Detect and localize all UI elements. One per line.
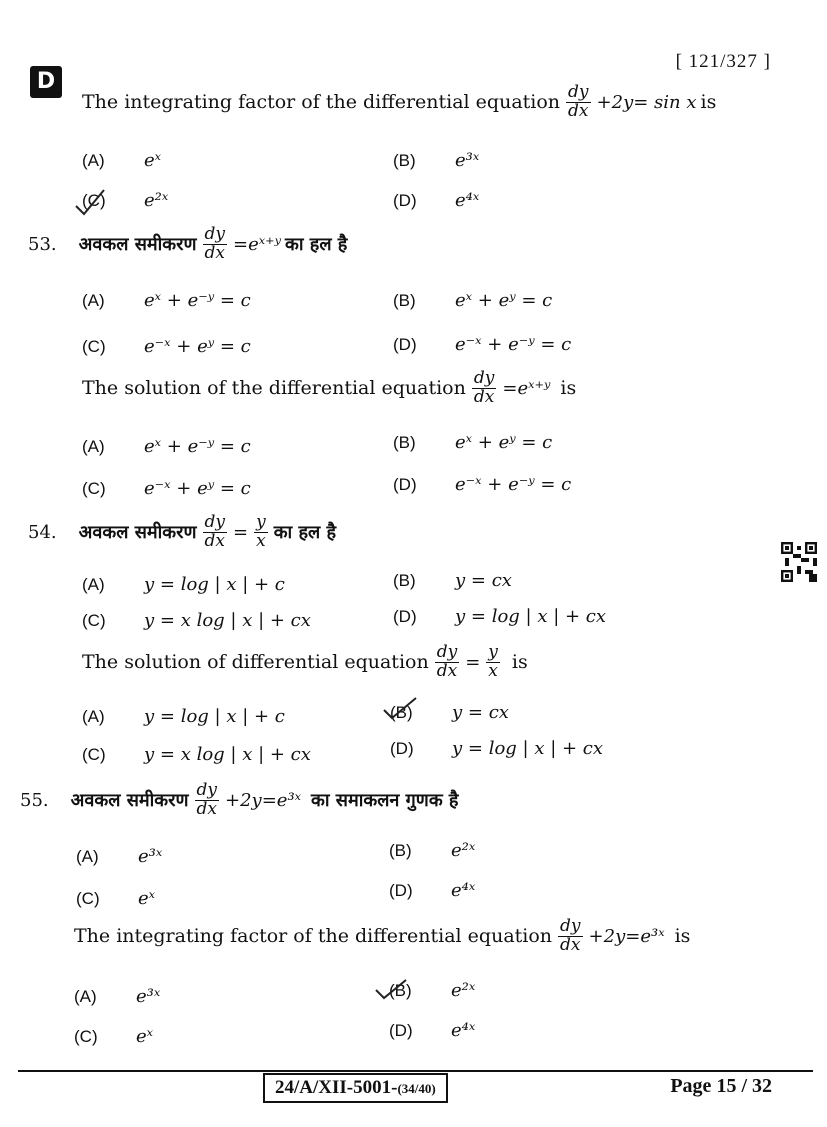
q54-hi-option-a[interactable]: (A) y = log | x | + c — [82, 574, 285, 595]
question-code: [ 121/327 ] — [675, 51, 771, 72]
q53-hi-question: 53. अवकल समीकरण $\frac{dy}{dx}$ =eˣ⁺ʸ का हल है — [28, 224, 348, 263]
q53-en-option-b[interactable]: (B) eˣ + eʸ = c — [393, 432, 553, 453]
q52-en-question: The integrating factor of the differential equation $\frac{dy}{dx}$ +2y= sin x is — [82, 82, 717, 121]
q54-en-option-a[interactable]: (A) y = log | x | + c — [82, 706, 285, 727]
q52-option-a[interactable]: (A) eˣ — [82, 150, 162, 171]
q53-en-option-d[interactable]: (D) e⁻ˣ + e⁻ʸ = c — [393, 474, 572, 495]
set-badge: D — [30, 66, 62, 98]
qr-code-icon — [781, 542, 817, 582]
q54-en-option-b[interactable]: (B) y = cx — [390, 702, 509, 723]
q53-hi-option-d[interactable]: (D) e⁻ˣ + e⁻ʸ = c — [393, 334, 572, 355]
q53-hi-option-a[interactable]: (A) eˣ + e⁻ʸ = c — [82, 290, 251, 311]
paper-code: 24/A/XII-5001-(34/40) — [263, 1073, 448, 1103]
q54-en-option-d[interactable]: (D) y = log | x | + cx — [390, 738, 604, 759]
q52-fraction: $\frac{dy}{dx}$ — [568, 82, 589, 121]
q55-fraction: $\frac{dy}{dx}$ — [196, 780, 217, 819]
q53-hi-option-b[interactable]: (B) eˣ + eʸ = c — [393, 290, 553, 311]
q54-hi-option-c[interactable]: (C) y = x log | x | + cx — [82, 610, 311, 631]
page-number: Page 15 / 32 — [670, 1075, 772, 1097]
q53-hi-option-c[interactable]: (C) e⁻ˣ + eʸ = c — [82, 336, 251, 357]
q54-fraction-2: $\frac{y}{x}$ — [256, 512, 266, 551]
q53-en-fraction: $\frac{dy}{dx}$ — [473, 368, 495, 407]
q55-hi-option-c[interactable]: (C) eˣ — [76, 888, 156, 909]
q54-hi-option-d[interactable]: (D) y = log | x | + cx — [393, 606, 607, 627]
footer-divider — [18, 1070, 813, 1072]
q55-hi-option-a[interactable]: (A) e³ˣ — [76, 846, 163, 867]
q55-hi-question: 55. अवकल समीकरण $\frac{dy}{dx}$ +2y=e³ˣ का समाकलन गुणक है — [20, 780, 459, 819]
q54-en-question: The solution of differential equation $\frac{dy}{dx}$ = $\frac{y}{x}$ is — [82, 642, 528, 681]
q53-en-question: The solution of the differential equation $\frac{dy}{dx}$ =eˣ⁺ʸ is — [82, 368, 577, 407]
handwritten-tick-mark-2 — [380, 696, 420, 724]
q54-hi-option-b[interactable]: (B) y = cx — [393, 570, 512, 591]
q54-fraction: $\frac{dy}{dx}$ — [204, 512, 225, 551]
q52-option-d[interactable]: (D) e⁴ˣ — [393, 190, 480, 211]
q53-en-option-c[interactable]: (C) e⁻ˣ + eʸ = c — [82, 478, 251, 499]
q55-en-option-b[interactable]: (B) e²ˣ — [389, 980, 476, 1001]
handwritten-tick-mark — [72, 188, 108, 218]
q55-en-question: The integrating factor of the differential equation $\frac{dy}{dx}$ +2y=e³ˣ is — [74, 916, 691, 955]
q53-fraction: $\frac{dy}{dx}$ — [204, 224, 225, 263]
q55-en-option-a[interactable]: (A) e³ˣ — [74, 986, 161, 1007]
q52-option-c[interactable]: (C) e²ˣ — [82, 190, 169, 211]
q55-hi-option-b[interactable]: (B) e²ˣ — [389, 840, 476, 861]
q54-en-option-c[interactable]: (C) y = x log | x | + cx — [82, 744, 311, 765]
q55-hi-option-d[interactable]: (D) e⁴ˣ — [389, 880, 476, 901]
handwritten-tick-mark-3 — [372, 978, 410, 1004]
q55-en-option-c[interactable]: (C) eˣ — [74, 1026, 154, 1047]
q52-option-b[interactable]: (B) e³ˣ — [393, 150, 480, 171]
q55-en-option-d[interactable]: (D) e⁴ˣ — [389, 1020, 476, 1041]
q53-en-option-a[interactable]: (A) eˣ + e⁻ʸ = c — [82, 436, 251, 457]
q54-hi-question: 54. अवकल समीकरण $\frac{dy}{dx}$ = $\frac{y}{x}$ का हल है — [28, 512, 337, 551]
